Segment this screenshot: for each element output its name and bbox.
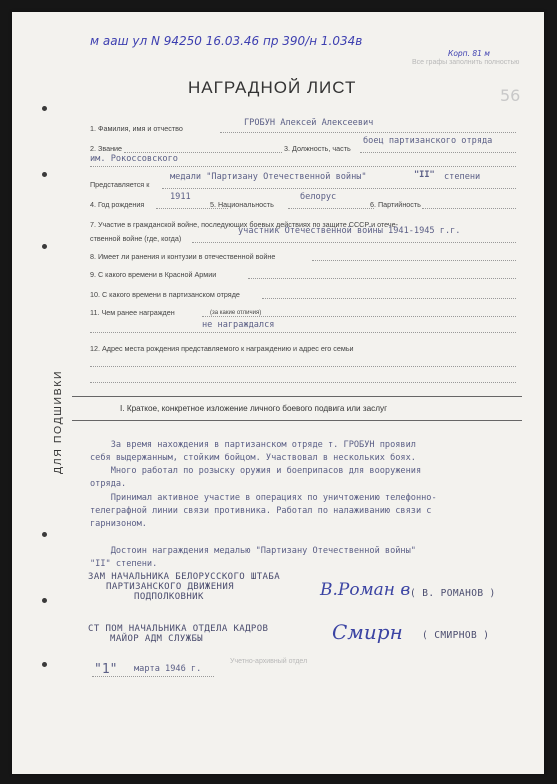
- page-number: 56: [500, 86, 521, 105]
- punch-hole: [42, 662, 47, 667]
- field-5-label: 5. Национальность: [210, 200, 274, 209]
- field-11-sub: (за какие отличия): [210, 310, 262, 316]
- field-9-label: 9. С какого времени в Красной Армии: [90, 270, 217, 279]
- punch-hole: [42, 106, 47, 111]
- punch-hole: [42, 532, 47, 537]
- narrative-line: Достоин награждения медалью "Партизану Отечественной войны": [90, 546, 416, 556]
- narrative-line: Много работал по розыску оружия и боеприпасов для вооружения: [90, 466, 422, 476]
- punch-hole: [42, 598, 47, 603]
- field-11-value: не награждался: [202, 320, 275, 330]
- degree-value: "II": [414, 170, 435, 180]
- narrative-line: Принимал активное участие в операциях по уничтожению телефонно-: [90, 493, 437, 503]
- field-12-label: 12. Адрес места рождения представляемого к награждению и адрес его семьи: [90, 344, 354, 353]
- punch-hole: [42, 172, 47, 177]
- narrative-line: телеграфной линии связи противника. Работал по налаживанию связи с: [90, 506, 432, 516]
- field-7-label-2: ственной войне (где, когда): [90, 234, 182, 243]
- section-title: I. Краткое, конкретное изложение личного боевого подвига или заслуг: [120, 404, 388, 413]
- field-4-label: 4. Год рождения: [90, 200, 145, 209]
- narrative-line: себя выдержанным, стойким бойцом. Участвовал в нескольких боях.: [90, 453, 416, 463]
- corner-note: Корп. 81 м: [448, 49, 490, 58]
- represented-value: медали "Партизану Отечественной войны": [170, 172, 367, 182]
- field-10-label: 10. С какого времени в партизанском отряде: [90, 290, 240, 299]
- award-sheet: [12, 12, 544, 774]
- narrative-line: отряда.: [90, 479, 127, 489]
- signatory-1-title: [88, 572, 280, 602]
- punch-hole: [42, 244, 47, 249]
- field-6-label: 6. Партийность: [370, 200, 421, 209]
- document-title: НАГРАДНОЙ ЛИСТ: [188, 78, 357, 97]
- side-binding-label: ДЛЯ ПОДШИВКИ: [52, 369, 64, 474]
- field-8-label: 8. Имеет ли ранения и контузии в отечественной войне: [90, 252, 276, 261]
- signatory-2-title: [88, 624, 268, 644]
- field-4-value: 1911: [170, 192, 191, 202]
- field-7-value: участник Отечественной войны 1941-1945 г.г.: [238, 226, 461, 236]
- field-3-label: 3. Должность, часть: [284, 144, 351, 153]
- signatory-2-name: ( СМИРНОВ ): [422, 630, 490, 641]
- field-1-label: 1. Фамилия, имя и отчество: [90, 124, 183, 133]
- signature-1: В.Роман в: [320, 580, 411, 600]
- signature-2: Смирн: [332, 620, 403, 644]
- header-annotation: м ааш ул N 94250 16.03.46 пр 390/н 1.034в: [90, 34, 363, 48]
- signatory-1-line: ЗАМ НАЧАЛЬНИКА БЕЛОРУССКОГО ШТАБА: [88, 572, 281, 582]
- represented-label: Представляется к: [90, 180, 150, 189]
- field-5-value: белорус: [300, 192, 337, 202]
- signatory-1-line: ПОДПОЛКОВНИК: [134, 592, 204, 602]
- field-7-label: 7. Участие в гражданской войне, последующих боевых действиях по защите СССР и отече-: [90, 220, 399, 229]
- field-11-label: 11. Чем ранее награжден: [90, 308, 175, 317]
- instruction-note: Все графы заполнить полностью: [412, 59, 520, 66]
- field-2-label: 2. Звание: [90, 144, 123, 153]
- signatory-1-name: ( В. РОМАНОВ ): [410, 588, 496, 599]
- signatory-1-line: ПАРТИЗАНСКОГО ДВИЖЕНИЯ: [106, 582, 235, 592]
- narrative-line: За время нахождения в партизанском отряде т. ГРОБУН проявил: [90, 440, 416, 450]
- field-3-value-2: им. Рокоссовского: [90, 154, 178, 164]
- degree-suffix: степени: [444, 172, 481, 182]
- date-rest: марта 1946 г.: [134, 664, 202, 674]
- signatory-2-line: СТ ПОМ НАЧАЛЬНИКА ОТДЕЛА КАДРОВ: [88, 624, 269, 634]
- narrative-line: "II" степени.: [90, 559, 158, 569]
- narrative-line: гарнизоном.: [90, 519, 147, 529]
- field-3-value: боец партизанского отряда: [363, 136, 493, 146]
- field-1-value: ГРОБУН Алексей Алексеевич: [244, 118, 374, 128]
- faint-stamp: Учетно-архивный отдел: [230, 658, 308, 665]
- signatory-2-line: МАЙОР АДМ СЛУЖБЫ: [110, 634, 204, 644]
- date-day: "1": [94, 662, 118, 677]
